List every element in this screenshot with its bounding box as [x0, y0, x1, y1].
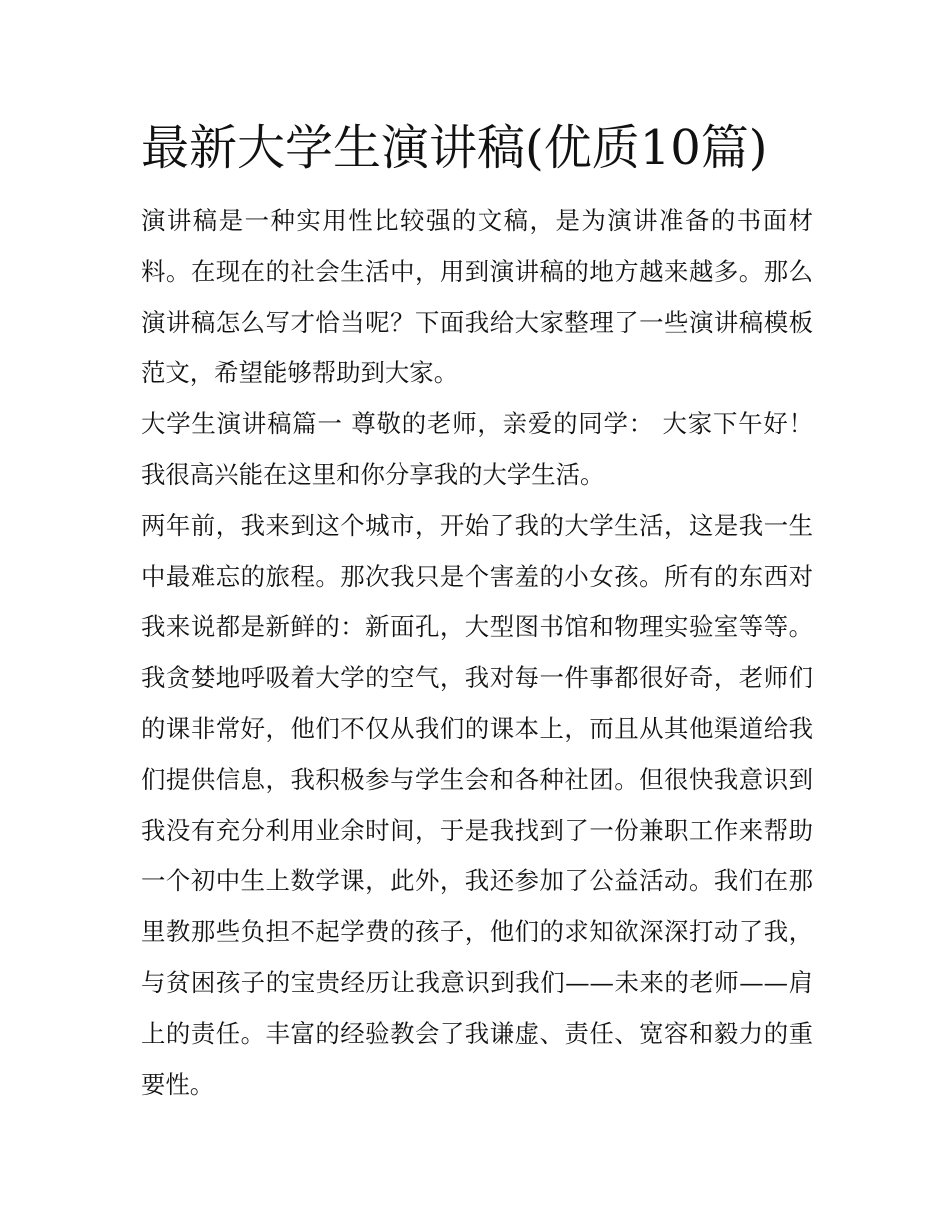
speech-opening-paragraph: 大学生演讲稿篇一 尊敬的老师，亲爱的同学： 大家下午好！我很高兴能在这里和你分享我的大学生活。 [141, 409, 813, 489]
document-page [141, 112, 813, 1110]
speech-body-paragraph: 两年前，我来到这个城市，开始了我的大学生活，这是我一生中最难忘的旅程。那次我只是个害羞的小女孩。所有的东西对我来说都是新鲜的：新面孔，大型图书馆和物理实验室等等。我贪婪地呼吸着大学的空气，我对每一件事都很好奇，老师们的课非常好，他们不仅从我们的课本上，而且从其他渠道给我们提供信息，我积极参与学生会和各种社团。但很快我意识到我没有充分利用业余时间，于是我找到了一份兼职工作来帮助一个初中生上数学课，此外，我还参加了公益活动。我们在那里教那些负担不起学费的孩子，他们的求知欲深深打动了我，与贫困孩子的宝贵经历让我意识到我们——未来的老师——肩上的责任。丰富的经验教会了我谦虚、责任、宽容和毅力的重要性。 [141, 510, 813, 1099]
intro-paragraph: 演讲稿是一种实用性比较强的文稿，是为演讲准备的书面材料。在现在的社会生活中，用到演讲稿的地方越来越多。那么演讲稿怎么写才恰当呢？下面我给大家整理了一些演讲稿模板范文，希望能够帮助到大家。 [141, 206, 813, 388]
document-title: 最新大学生演讲稿(优质10篇) [141, 120, 768, 176]
